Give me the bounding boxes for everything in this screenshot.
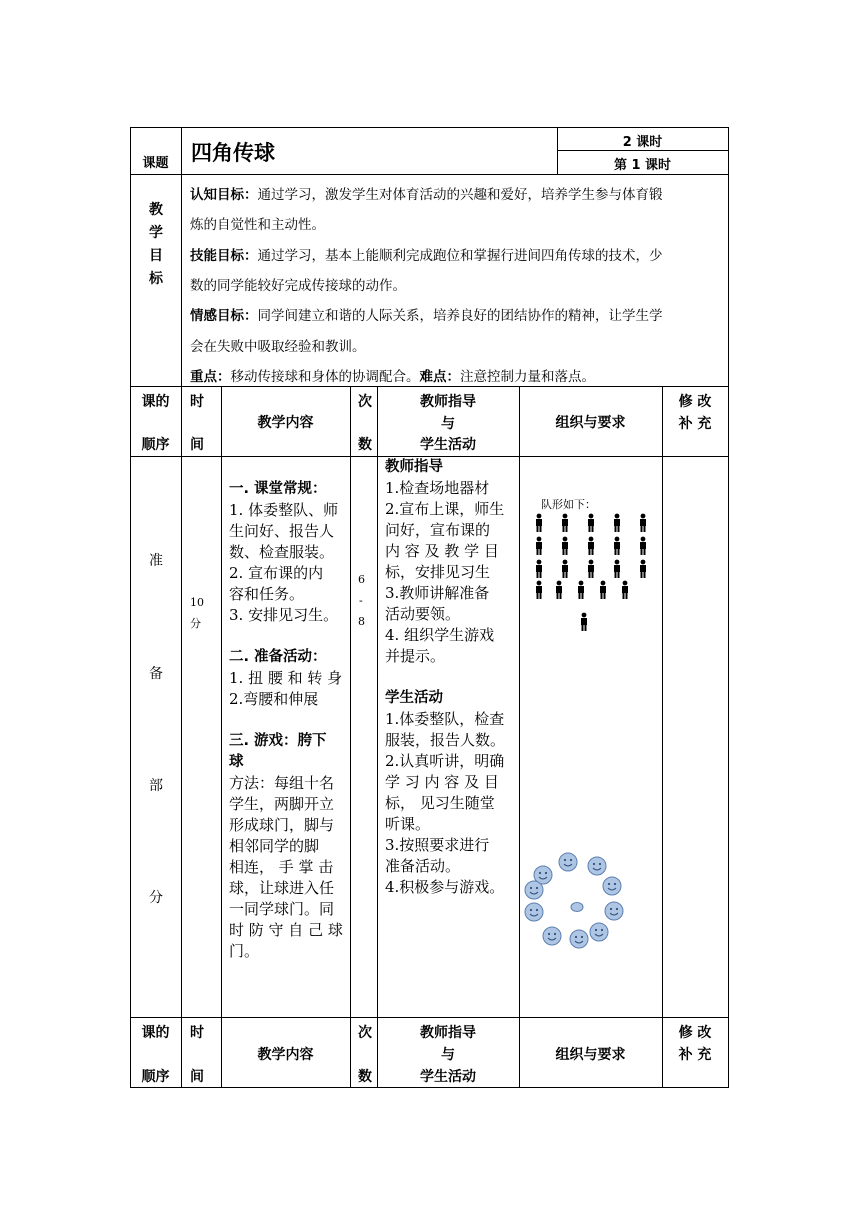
phase-char-4: 分 [149,890,163,906]
col-divider-6 [662,386,663,1088]
count-header-top-2: 次 [358,1025,372,1041]
student-icon [588,537,594,555]
text-line: 二. 准备活动： [229,649,327,665]
text-line: 学生活动 [385,690,443,706]
text-line: 活动要领。 [385,605,461,623]
text-line [229,710,349,731]
text-line: 生问好、报告人 [229,522,335,540]
guide-header-1-2: 教师指导 [420,1025,476,1041]
col-divider-2 [221,386,222,1088]
revise-header-2-2: 补 充 [678,1047,712,1063]
student-icon [622,581,628,599]
text-line: 4.积极参与游戏。 [385,878,505,896]
text-line [229,626,349,647]
student-icon [614,537,620,555]
student-icon [556,581,562,599]
smiley-icon [543,927,561,945]
text-line: 时 防 守 自 己 球 [229,921,343,939]
text-line: 方法：每组十名 [229,774,335,792]
content-header: 教学内容 [257,415,314,431]
skill-objective: 技能目标：通过学习，基本上能顺利完成跑位和掌握行进间四角传球的技术，少 [190,248,663,264]
text-line: 容和任务。 [229,585,305,603]
text-line: 听课。 [385,815,431,833]
text-line: 2.认真听讲，明确 [385,752,505,770]
student-icon [640,514,646,532]
time-value: 10 [190,596,204,609]
student-icon [600,581,606,599]
order-header-bottom-2: 顺序 [141,1069,170,1085]
phase-char-1: 准 [149,553,163,569]
smiley-icon [590,923,608,941]
org-header: 组织与要求 [555,415,626,431]
hours-current: 第 1 课时 [613,158,672,173]
text-line: 2.宣布上课，师生 [385,500,505,518]
text-line: 3.按照要求进行 [385,836,490,854]
row-divider-header2 [130,1017,729,1018]
table-border-top [130,127,729,128]
text-line: 1. 体委整队、师 [229,501,339,519]
text-line: 2. 宣布课的内 [229,564,324,582]
student-icon [536,514,542,532]
smiley-icon [559,853,577,871]
student-icon [562,514,568,532]
text-line: 并提示。 [385,647,446,665]
lesson-title: 四角传球 [191,141,275,165]
smiley-icon [570,930,588,948]
text-line: 1.体委整队，检查 [385,710,505,728]
col-divider-5 [519,386,520,1088]
org-header-2: 组织与要求 [555,1047,626,1063]
table-border-right [728,127,729,1088]
smiley-icons [525,853,623,948]
text-line: 学生，两脚开立 [229,795,335,813]
col-divider-3 [350,386,351,1088]
revise-header-1: 修 改 [678,394,712,410]
hours-divider [557,150,729,151]
table-border-left [130,127,131,1088]
table-border-bottom [130,1087,729,1088]
obj-char-1: 教 [149,202,163,218]
text-line: 1. 扭 腰 和 转 身 [229,669,343,687]
student-figures [536,514,646,631]
count-header-bottom-2: 数 [358,1069,372,1085]
emotion-objective-cont: 会在失败中吸取经验和教训。 [190,339,366,355]
text-line: 3. 安排见习生。 [229,606,339,624]
text-line: 一. 课堂常规： [229,481,327,497]
student-icon [581,613,587,631]
text-line: 数、检查服装。 [229,543,335,561]
guide-header-3-2: 学生活动 [420,1069,476,1085]
student-icon [536,537,542,555]
time-header-top-2: 时 [190,1025,204,1041]
emotion-objective: 情感目标：同学间建立和谐的人际关系，培养良好的团结协作的精神，让学生学 [190,308,663,324]
smiley-icon [525,903,543,921]
hours-total: 2 课时 [622,135,663,150]
obj-char-3: 目 [149,248,163,264]
student-icon [640,537,646,555]
key-difficulty: 重点：移动传接球和身体的协调配合。难点：注意控制力量和落点。 [190,369,595,385]
student-icon [614,514,620,532]
text-line: 服装，报告人数。 [385,731,506,749]
ball-icon [571,903,583,912]
obj-char-4: 标 [149,271,163,287]
text-line: 门。 [229,942,260,960]
order-header-bottom: 顺序 [141,437,170,453]
time-header-bottom: 间 [190,437,204,453]
count-line-1: 6 [358,573,365,586]
student-icon [562,560,568,578]
text-line: 球，让球进入任 [229,879,335,897]
row-divider-objectives [130,174,729,175]
cognitive-objective-cont: 炼的自觉性和主动性。 [190,217,325,233]
keti-label: 课题 [142,156,169,171]
guide-header-2-2: 与 [441,1047,455,1063]
text-line: 4. 组织学生游戏 [385,626,495,644]
text-line: 一同学球门。同 [229,900,335,918]
text-line: 球 [229,754,244,770]
text-line [385,667,517,688]
student-icon [614,560,620,578]
revise-header-2: 补 充 [678,416,712,432]
teacher-student-activity [385,457,517,898]
student-icon [536,560,542,578]
order-header-top: 课的 [141,394,170,410]
text-line: 相邻同学的脚 [229,837,320,855]
guide-header-2: 与 [441,416,455,432]
text-line: 三. 游戏：胯下 [229,733,327,749]
time-header-top: 时 [190,394,204,410]
text-line: 标，安排见习生 [385,563,491,581]
count-header-bottom: 数 [358,437,372,453]
content-header-2: 教学内容 [257,1047,314,1063]
phase-char-2: 备 [149,666,163,682]
col-divider-4 [377,386,378,1088]
text-line: 内 容 及 教 学 目 [385,542,499,560]
col-divider-label [181,127,182,387]
student-icon [588,514,594,532]
skill-objective-cont: 数的同学能较好完成传接球的动作。 [190,278,406,294]
time-unit: 分 [190,617,201,630]
order-header-top-2: 课的 [141,1025,170,1041]
guide-header-1: 教师指导 [420,394,476,410]
count-line-2: - [359,594,363,607]
text-line: 相连， 手 掌 击 [229,858,334,876]
smiley-icon [525,881,543,899]
text-line: 准备活动。 [385,857,461,875]
student-icon [640,560,646,578]
text-line: 形成球门，脚与 [229,816,335,834]
student-icon [562,537,568,555]
count-header-top: 次 [358,394,372,410]
col-divider-1 [181,386,182,1088]
cognitive-objective: 认知目标：通过学习，激发学生对体育活动的兴趣和爱好，培养学生参与体育锻 [190,187,663,203]
text-line: 3.教师讲解准备 [385,584,490,602]
text-line: 1.检查场地器材 [385,479,490,497]
student-icon [536,581,542,599]
formation-diagram [521,490,661,650]
phase-char-3: 部 [149,778,163,794]
smiley-icon [603,877,621,895]
guide-header-3: 学生活动 [420,437,476,453]
text-line: 问好，宣布课的 [385,521,491,539]
revise-header-1-2: 修 改 [678,1025,712,1041]
smiley-icon [605,902,623,920]
time-header-bottom-2: 间 [190,1069,204,1085]
text-line: 标， 见习生随堂 [385,794,495,812]
obj-char-2: 学 [149,225,163,241]
text-line: 教师指导 [385,459,443,475]
smiley-icon [588,857,606,875]
game-circle-diagram [521,848,631,952]
formation-label: 队形如下： [541,498,596,511]
student-icon [578,581,584,599]
text-line: 学 习 内 容 及 目 [385,773,499,791]
teaching-content [229,479,349,962]
text-line: 2.弯腰和伸展 [229,690,319,708]
student-icon [588,560,594,578]
count-line-3: 8 [358,615,365,628]
